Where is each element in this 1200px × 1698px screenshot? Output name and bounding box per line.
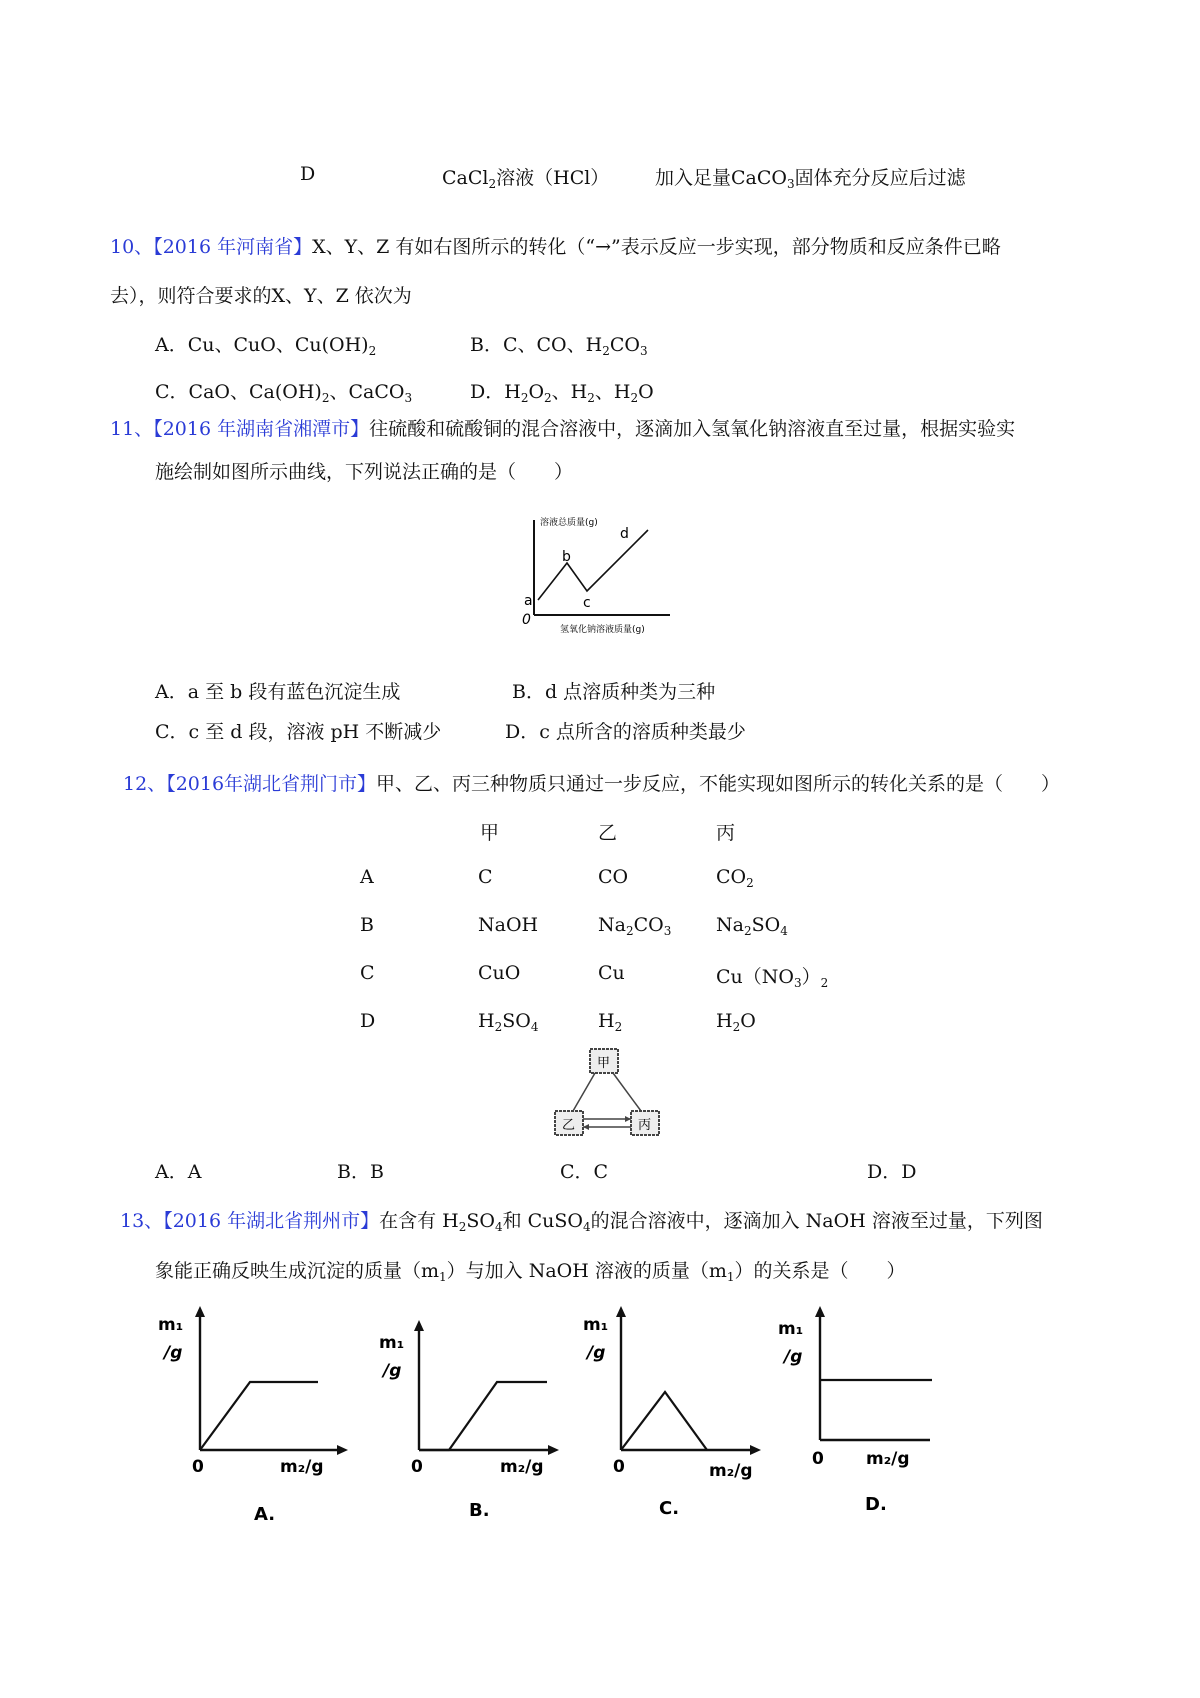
q12-row-c-label: C <box>360 962 375 984</box>
q13-graph-b-label: B. <box>469 1500 490 1521</box>
q12-row-a-jia: C <box>478 866 493 888</box>
q9-row-d-substance: CaCl$_2$溶液（HCl） <box>442 167 610 191</box>
q13-graph-c-curve <box>621 1392 707 1450</box>
q10-option-d: D．$H_2O_2$、$H_2$、$H_2O$ <box>470 381 654 405</box>
q12-row-b-bing: $Na_2SO_4$ <box>716 914 788 938</box>
q13-graph-b-ylabel: m₁ <box>379 1333 405 1353</box>
q13-graph-a-ylabel: m₁ <box>158 1315 184 1335</box>
q12-option-c: C．C <box>560 1161 609 1183</box>
q13-graph-b-origin: 0 <box>411 1457 423 1477</box>
q12-row-d-bing: $H_2O$ <box>716 1010 756 1034</box>
q12-row-a-bing: $CO_2$ <box>716 866 754 890</box>
q10-option-a: A．Cu、CuO、$Cu(OH)_2$ <box>155 334 377 358</box>
q11-curve <box>538 530 648 600</box>
q12-option-a: A．A <box>155 1161 202 1183</box>
q11-option-c: C．c 至 d 段，溶液 pH 不断减少 <box>155 721 442 743</box>
q13-graph-a-y-arrow <box>195 1306 205 1317</box>
q13-graph-b-curve <box>419 1382 547 1450</box>
q12-option-d: D．D <box>867 1161 917 1183</box>
q10-line1: 10、【2016 年河南省】X、Y、Z 有如右图所示的转化（“→”表示反应一步实现，部分物质和反应条件已略 <box>110 236 1001 258</box>
q11-number: 11、 <box>110 418 154 440</box>
q13-line2: 象能正确反映生成沉淀的质量$(m_1)$与加入 NaOH 溶液的质量$(m_1)$的关系是（ ） <box>155 1260 906 1284</box>
q12-box-bing-label: 丙 <box>638 1118 652 1133</box>
q13-graph-c-yunit: /g <box>587 1343 606 1363</box>
q13-graph-d-origin: 0 <box>812 1449 824 1469</box>
q13-graph-d <box>770 1300 970 1540</box>
q11-point-d: d <box>620 526 629 542</box>
q12-row-c-yi: Cu <box>598 962 625 984</box>
q11-line1: 11、【2016 年湖南省湘潭市】往硫酸和硫酸铜的混合溶液中，逐滴加入氢氧化钠溶液直至过量，根据实验实 <box>110 418 1016 440</box>
q11-option-b: B．d 点溶质种类为三种 <box>512 681 716 703</box>
q13-graph-c-label: C. <box>659 1498 680 1519</box>
q12-row-d-yi: $H_2$ <box>598 1010 623 1034</box>
q12-source: 【2016年湖北省荆门市】 <box>166 773 377 795</box>
q11-origin: 0 <box>522 612 531 628</box>
q13-graph-c-x-arrow <box>750 1445 761 1455</box>
q9-row-d-label: D <box>300 163 316 185</box>
q12-row-b-label: B <box>360 914 374 936</box>
q11-line2: 施绘制如图所示曲线，下列说法正确的是（ ） <box>155 461 574 483</box>
q12-box-jia-label: 甲 <box>597 1056 611 1071</box>
q12-box-yi-label: 乙 <box>562 1118 576 1133</box>
q11-source: 【2016 年湖南省湘潭市】 <box>153 418 370 440</box>
q13-graph-b-y-arrow <box>414 1320 424 1331</box>
q10-option-b: B．C、CO、$H_2CO_3$ <box>470 334 648 358</box>
q13-graph-d-label: D. <box>865 1494 887 1515</box>
q13-graph-a-origin: 0 <box>192 1457 204 1477</box>
q13-graph-d-y-arrow <box>815 1306 825 1317</box>
q13-graph-b-yunit: /g <box>383 1361 402 1381</box>
q13-graph-a <box>150 1300 350 1540</box>
q13-graph-a-label: A. <box>254 1504 276 1525</box>
q12-row-d-jia: $H_2SO_4$ <box>478 1010 539 1034</box>
q12-line1: 12、【2016年湖北省荆门市】甲、乙、丙三种物质只通过一步反应，不能实现如图所示的转化关系的是（ ） <box>123 773 1061 795</box>
q13-graph-d-ylabel: m₁ <box>778 1319 804 1339</box>
q11-y-label: 溶液总质量(g) <box>540 518 598 528</box>
q13-graph-c-y-arrow <box>616 1306 626 1317</box>
q13-graph-a-yunit: /g <box>164 1343 183 1363</box>
q13-graph-d-xlabel: m₂/g <box>866 1449 910 1469</box>
q12-number: 12、 <box>123 773 167 795</box>
q9-row-d-method: 加入足量CaCO$_3$固体充分反应后过滤 <box>655 167 966 191</box>
q12-row-a-yi: CO <box>598 866 629 888</box>
q13-graph-b-x-arrow <box>548 1445 559 1455</box>
q10-source: 【2016 年河南省】 <box>153 236 313 258</box>
q13-graph-c-ylabel: m₁ <box>583 1315 609 1335</box>
q12-row-c-jia: CuO <box>478 962 521 984</box>
q12-triangle-diagram <box>545 1045 675 1145</box>
q12-arrow-jia-yi <box>573 1073 595 1111</box>
q13-source: 【2016 年湖北省荆州市】 <box>163 1210 380 1232</box>
q11-option-a: A．a 至 b 段有蓝色沉淀生成 <box>155 681 401 703</box>
q10-option-c: C．CaO、$Ca(OH)_2$、CaCO$_3$ <box>155 381 413 405</box>
q10-line2: 去），则符合要求的X、Y、Z 依次为 <box>110 285 412 307</box>
q13-graph-d-yunit: /g <box>784 1347 803 1367</box>
q11-x-label: 氢氧化钠溶液质量(g) <box>560 625 645 635</box>
q11-point-c: c <box>583 595 591 611</box>
q11-curve-figure <box>520 515 680 640</box>
q12-row-c-bing: $Cu(NO_3)_2$ <box>716 966 829 990</box>
q12-arrow-jia-bing <box>613 1073 641 1111</box>
q12-header-bing: 丙 <box>716 822 736 844</box>
q13-graph-b <box>375 1300 575 1540</box>
q11-point-b: b <box>562 549 571 565</box>
q11-option-d: D．c 点所含的溶质种类最少 <box>505 721 746 743</box>
q12-option-b: B．B <box>337 1161 384 1183</box>
q13-graph-b-xlabel: m₂/g <box>500 1457 544 1477</box>
q13-number: 13、 <box>120 1210 164 1232</box>
q13-graph-c-xlabel: m₂/g <box>709 1461 753 1481</box>
q13-graph-a-curve <box>200 1382 318 1450</box>
q12-header-jia: 甲 <box>480 822 500 844</box>
q12-row-b-yi: $Na_2CO_3$ <box>598 914 672 938</box>
q12-row-b-jia: NaOH <box>478 914 539 936</box>
q13-graph-c <box>575 1300 775 1540</box>
q12-header-yi: 乙 <box>598 822 618 844</box>
q13-graph-a-x-arrow <box>337 1445 348 1455</box>
q11-point-a: a <box>524 593 533 609</box>
q13-graph-a-xlabel: m₂/g <box>280 1457 324 1477</box>
q13-line1: 13、【2016 年湖北省荆州市】在含有 $H_2SO_4$和 CuSO$_4$的混合溶液中，逐滴加入 NaOH 溶液至过量，下列图 <box>120 1210 1043 1234</box>
q12-row-d-label: D <box>360 1010 376 1032</box>
q12-row-a-label: A <box>360 866 374 888</box>
q10-number: 10、 <box>110 236 154 258</box>
q13-graph-c-origin: 0 <box>613 1457 625 1477</box>
